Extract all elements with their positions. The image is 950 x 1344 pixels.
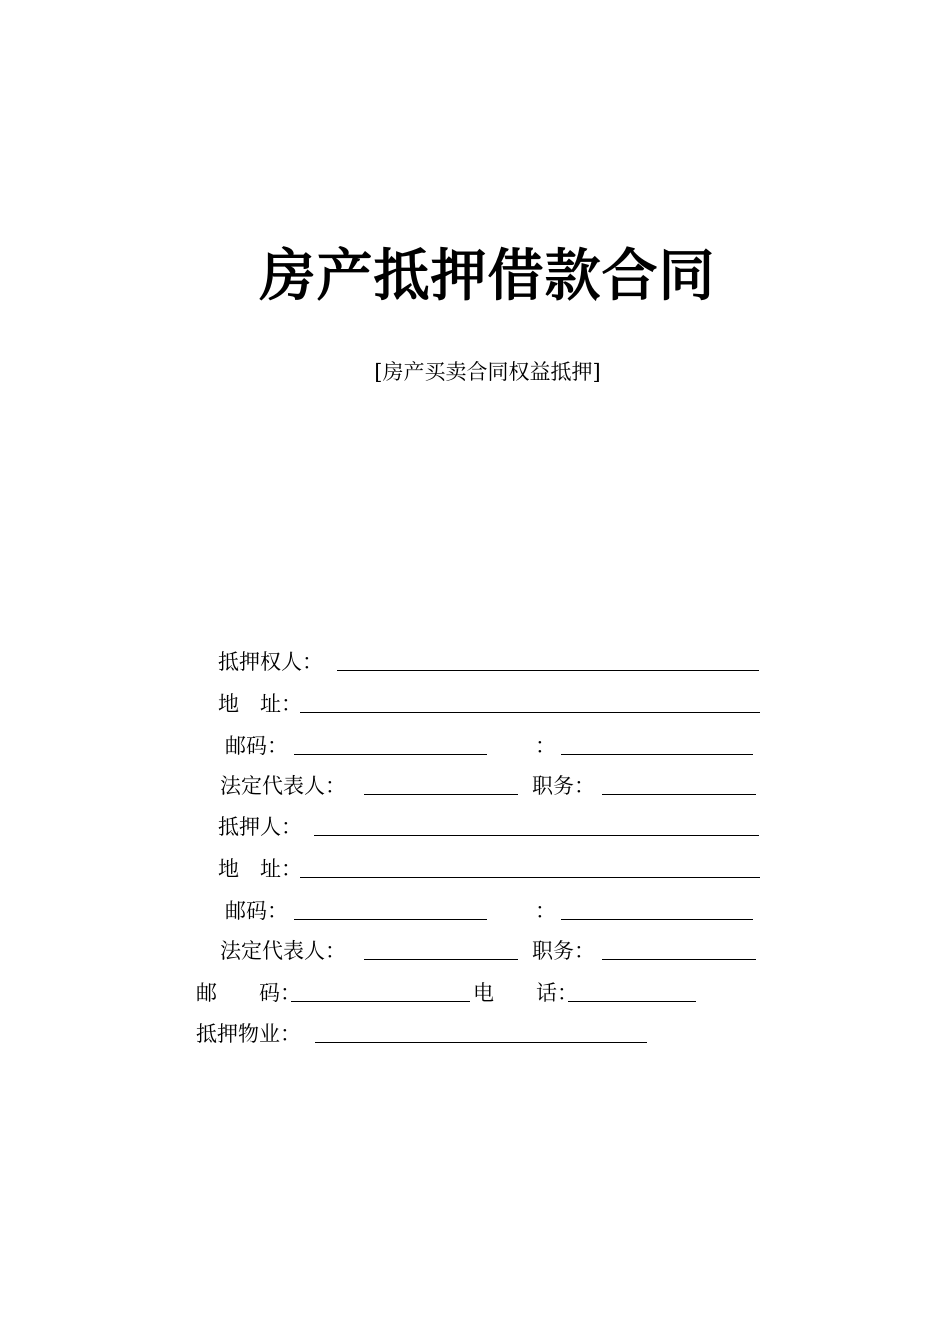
property-label: 抵押物业： (196, 1022, 301, 1046)
mortgagor-address-label: 地 址： (218, 857, 302, 881)
mortgagee-field[interactable] (337, 648, 759, 671)
mortgagee-rep-label: 法定代表人： (220, 774, 346, 798)
mortgagee-rep-row (0, 772, 950, 800)
document-title: 房产抵押借款合同 (259, 244, 716, 309)
mortgagee-address-label: 地 址： (218, 692, 302, 716)
mortgagee-postcode-field[interactable] (294, 732, 487, 755)
postcode-label: 邮 码： (196, 981, 301, 1005)
mortgagor-address-field[interactable] (300, 855, 760, 878)
mortgagor-phone-field[interactable] (561, 897, 753, 920)
mortgagor-rep-row (0, 937, 950, 965)
mortgagor-phone-label: ： (535, 899, 556, 923)
mortgagee-label: 抵押权人： (218, 650, 323, 674)
phone-field[interactable] (568, 979, 696, 1002)
mortgagee-postcode-row (0, 732, 950, 760)
mortgagor-postcode-row (0, 897, 950, 925)
mortgagor-postcode-label: 邮码： (225, 899, 288, 923)
mortgagee-rep-field[interactable] (364, 772, 518, 795)
mortgagor-rep-field[interactable] (364, 937, 518, 960)
mortgagee-phone-field[interactable] (561, 732, 753, 755)
mortgagor-field[interactable] (314, 813, 759, 836)
mortgagee-postcode-label: 邮码： (225, 734, 288, 758)
mortgagor-address-row (0, 855, 950, 883)
mortgagee-address-field[interactable] (300, 690, 760, 713)
mortgagee-address-row (0, 690, 950, 718)
phone-label: 电 话： (473, 981, 578, 1005)
mortgagor-postcode-field[interactable] (294, 897, 487, 920)
mortgagee-title-label: 职务： (532, 774, 595, 798)
contact-row (0, 979, 950, 1007)
document-subtitle: [房产买卖合同权益抵押] (374, 360, 601, 384)
mortgagor-rep-label: 法定代表人： (220, 939, 346, 963)
property-row (0, 1020, 950, 1048)
mortgagor-row (0, 813, 950, 841)
mortgagee-row (0, 648, 950, 676)
postcode-field[interactable] (291, 979, 470, 1002)
mortgagee-phone-label: ： (535, 734, 556, 758)
mortgagor-title-label: 职务： (532, 939, 595, 963)
property-field[interactable] (315, 1020, 647, 1043)
mortgagor-title-field[interactable] (602, 937, 756, 960)
mortgagor-label: 抵押人： (218, 815, 302, 839)
mortgagee-title-field[interactable] (602, 772, 756, 795)
